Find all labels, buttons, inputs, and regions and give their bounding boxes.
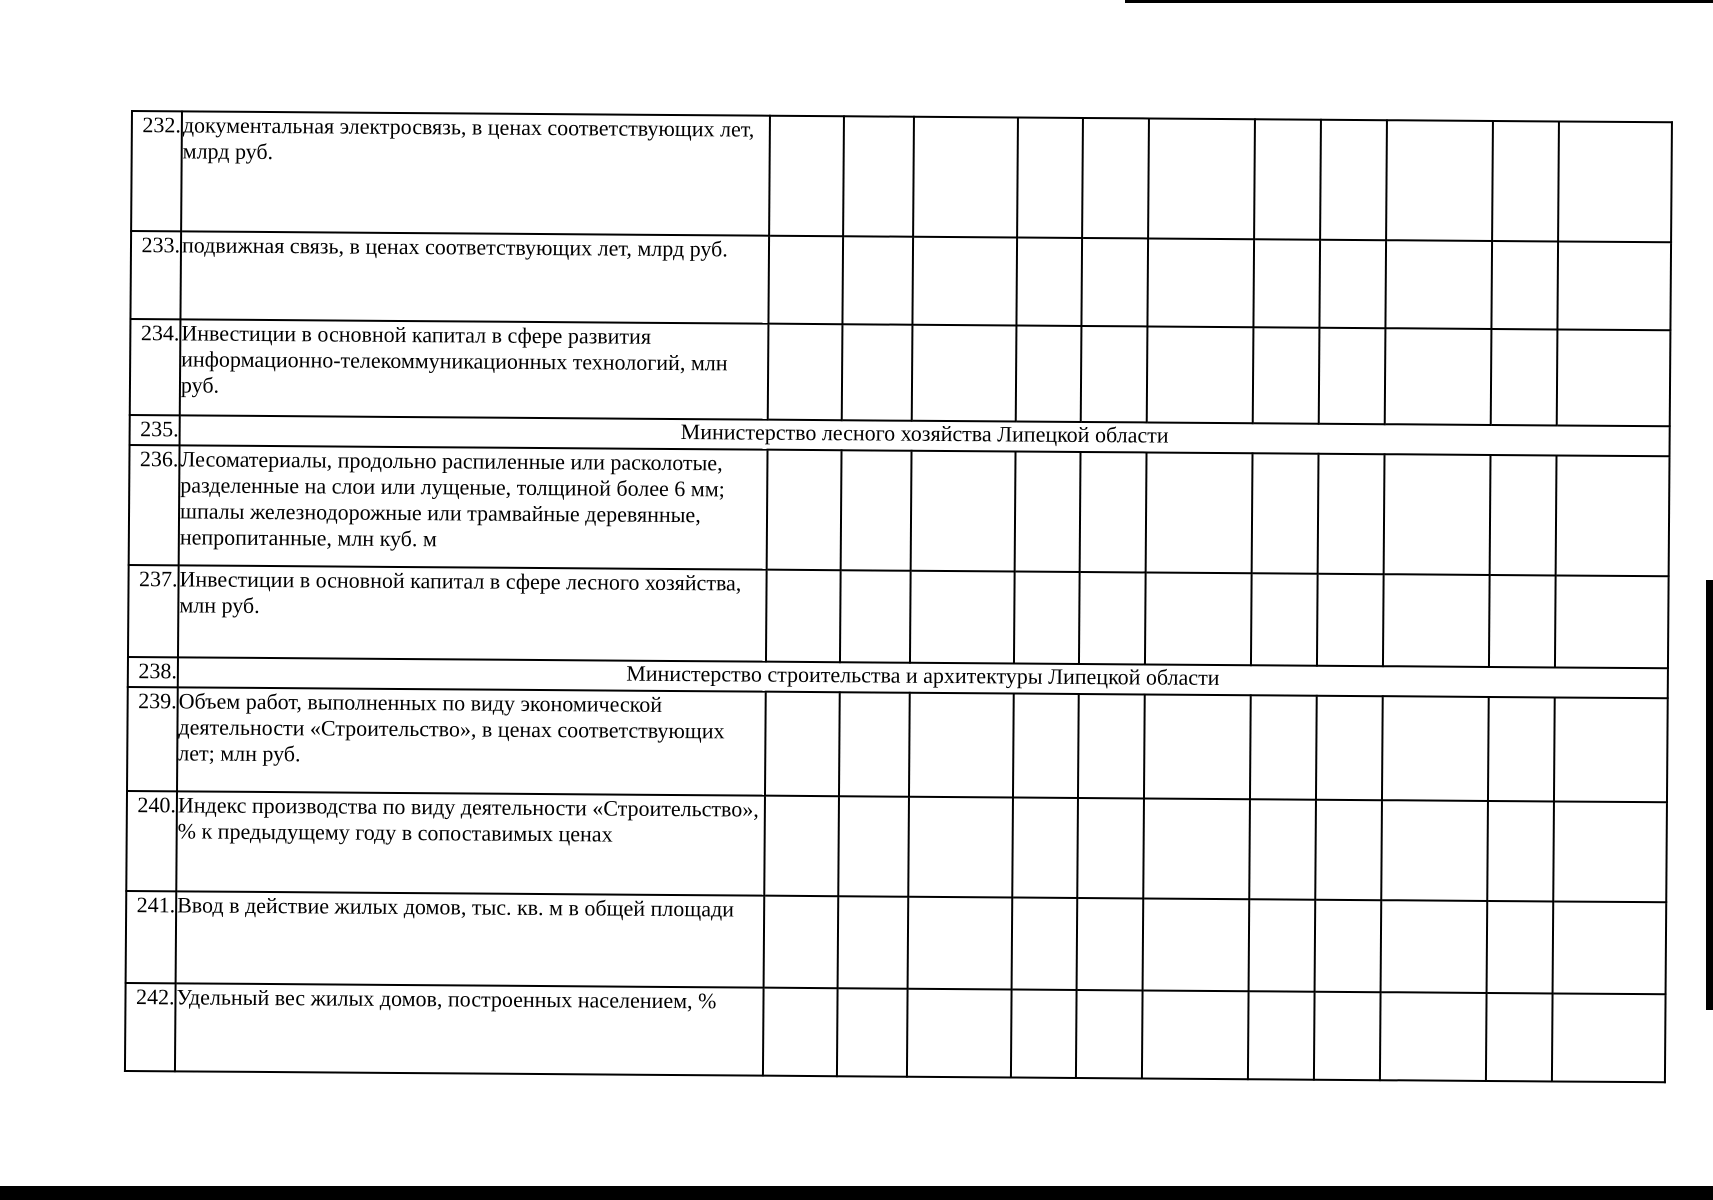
value-cell: [1248, 991, 1315, 1079]
value-cell: [1143, 898, 1250, 991]
row-number: 235.: [130, 415, 180, 445]
value-cell: [1490, 455, 1557, 575]
value-cell: [1144, 694, 1251, 799]
value-cell: [1558, 121, 1672, 242]
value-cell: [1148, 118, 1255, 239]
indicator-name: Ввод в действие жилых домов, тыс. кв. м в общей площади: [176, 891, 765, 987]
value-cell: [1381, 900, 1488, 993]
value-cell: [838, 896, 909, 989]
indicator-name: Инвестиции в основной капитал в сфере лесного хозяйства, млн руб.: [178, 565, 767, 661]
value-cell: [841, 450, 912, 571]
scanned-page: [124, 110, 1671, 1083]
value-cell: [1249, 799, 1316, 899]
row-number: 232.: [131, 111, 182, 231]
value-cell: [1385, 240, 1492, 329]
value-cell: [763, 988, 838, 1077]
row-number: 237.: [128, 565, 179, 657]
value-cell: [1319, 240, 1386, 328]
value-cell: [1080, 452, 1147, 572]
value-cell: [1250, 695, 1317, 799]
table-row: [129, 445, 1670, 576]
indicator-name: документальная электросвязь, в ценах соответствующих лет, млрд руб.: [181, 111, 770, 235]
value-cell: [907, 989, 1012, 1078]
row-number: 242.: [125, 983, 176, 1071]
value-cell: [1385, 328, 1492, 425]
value-cell: [1553, 901, 1667, 994]
row-number: 239.: [127, 687, 178, 791]
scan-edge-right: [1706, 580, 1713, 1010]
value-cell: [1078, 694, 1145, 798]
value-cell: [911, 451, 1016, 572]
indicator-name: Лесоматериалы, продольно распиленные или расколотые, разделенные на слои или лущеные, толщиной более 6 мм; шпалы железнодорожные или трамвайные деревянные, непропитанные, млн куб. м: [179, 445, 768, 569]
value-cell: [1013, 693, 1079, 797]
row-number: 238.: [128, 657, 178, 687]
value-cell: [1553, 801, 1667, 902]
value-cell: [765, 692, 840, 797]
row-number: 233.: [130, 231, 181, 319]
indicator-name: Индекс производства по виду деятельности «Строительство», % к предыдущему году в сопоставимых ценах: [176, 791, 765, 895]
value-cell: [1016, 237, 1082, 325]
value-cell: [1316, 696, 1383, 800]
value-cell: [1382, 696, 1489, 801]
value-cell: [1380, 992, 1487, 1081]
value-cell: [1015, 451, 1081, 571]
value-cell: [1318, 454, 1385, 574]
value-cell: [764, 896, 839, 989]
table-row: [131, 111, 1672, 242]
indicator-name: Объем работ, выполненных по виду экономической деятельности «Строительство», в ценах соответствующих лет; млн руб.: [177, 687, 766, 795]
row-number: 241.: [126, 891, 177, 983]
value-cell: [1142, 990, 1249, 1079]
value-cell: [764, 796, 839, 897]
value-cell: [1381, 800, 1488, 901]
value-cell: [1254, 119, 1321, 239]
value-cell: [840, 570, 911, 663]
row-number: 234.: [130, 319, 181, 415]
value-cell: [1488, 697, 1555, 801]
value-cell: [768, 236, 843, 325]
value-cell: [1552, 993, 1666, 1082]
value-cell: [910, 571, 1015, 664]
value-cell: [769, 116, 844, 237]
value-cell: [1251, 573, 1318, 665]
value-cell: [1554, 697, 1668, 802]
scan-edge-top: [1125, 0, 1713, 3]
value-cell: [1143, 798, 1250, 899]
value-cell: [1556, 455, 1670, 576]
value-cell: [1081, 326, 1148, 422]
value-cell: [1315, 900, 1382, 992]
table-row: [126, 891, 1667, 994]
value-cell: [913, 117, 1018, 238]
value-cell: [837, 988, 908, 1077]
value-cell: [1491, 329, 1558, 425]
value-cell: [1016, 325, 1082, 421]
value-cell: [1147, 326, 1254, 423]
table-row: [130, 319, 1671, 426]
value-cell: [1012, 897, 1078, 989]
value-cell: [1145, 572, 1252, 665]
section-heading: Министерство строительства и архитектуры Липецкой области: [178, 657, 1668, 698]
section-heading: Министерство лесного хозяйства Липецкой области: [180, 415, 1670, 456]
value-cell: [1253, 239, 1320, 327]
value-cell: [1383, 574, 1490, 667]
value-cell: [1320, 120, 1387, 240]
value-cell: [1253, 327, 1320, 423]
table-row: [125, 983, 1666, 1082]
value-cell: [1487, 801, 1554, 901]
value-cell: [908, 797, 1013, 898]
indicators-table: [124, 110, 1673, 1083]
value-cell: [1319, 328, 1386, 424]
value-cell: [1557, 241, 1671, 330]
value-cell: [842, 236, 913, 325]
indicator-name: подвижная связь, в ценах соответствующих лет, млрд руб.: [180, 231, 769, 323]
value-cell: [1315, 800, 1382, 900]
table-row: [130, 231, 1671, 330]
value-cell: [768, 324, 843, 421]
value-cell: [912, 237, 1017, 326]
value-cell: [912, 325, 1017, 422]
value-cell: [842, 324, 913, 421]
value-cell: [1314, 992, 1381, 1080]
value-cell: [1079, 572, 1146, 664]
value-cell: [843, 116, 914, 237]
value-cell: [1486, 993, 1553, 1081]
indicator-name: Инвестиции в основной капитал в сфере развития информационно-телекоммуникационных технологий, млн руб.: [180, 319, 769, 419]
value-cell: [1081, 238, 1148, 326]
value-cell: [1557, 329, 1671, 426]
value-cell: [1076, 990, 1143, 1078]
value-cell: [1011, 989, 1077, 1077]
value-cell: [767, 450, 842, 571]
value-cell: [1487, 901, 1554, 993]
value-cell: [1147, 238, 1254, 327]
value-cell: [1252, 453, 1319, 573]
value-cell: [1386, 120, 1493, 241]
value-cell: [1077, 898, 1144, 990]
value-cell: [1146, 452, 1253, 573]
value-cell: [909, 693, 1014, 798]
value-cell: [908, 897, 1013, 990]
row-number: 240.: [126, 791, 177, 891]
row-number: 236.: [129, 445, 180, 565]
indicator-name: Удельный вес жилых домов, построенных населением, %: [175, 983, 764, 1075]
value-cell: [1012, 797, 1078, 897]
value-cell: [1017, 118, 1083, 238]
value-cell: [1014, 571, 1080, 663]
value-cell: [1082, 118, 1149, 238]
value-cell: [1489, 575, 1556, 667]
value-cell: [1492, 121, 1559, 241]
value-cell: [766, 570, 841, 663]
value-cell: [1077, 798, 1144, 898]
value-cell: [838, 796, 909, 897]
table-row: [126, 791, 1667, 902]
value-cell: [1384, 454, 1491, 575]
value-cell: [1249, 899, 1316, 991]
value-cell: [1491, 241, 1558, 329]
value-cell: [1317, 574, 1384, 666]
value-cell: [839, 692, 910, 797]
table-row: [128, 565, 1669, 668]
table-row: [127, 687, 1668, 802]
value-cell: [1555, 575, 1669, 668]
scan-edge-bottom: [0, 1186, 1713, 1200]
